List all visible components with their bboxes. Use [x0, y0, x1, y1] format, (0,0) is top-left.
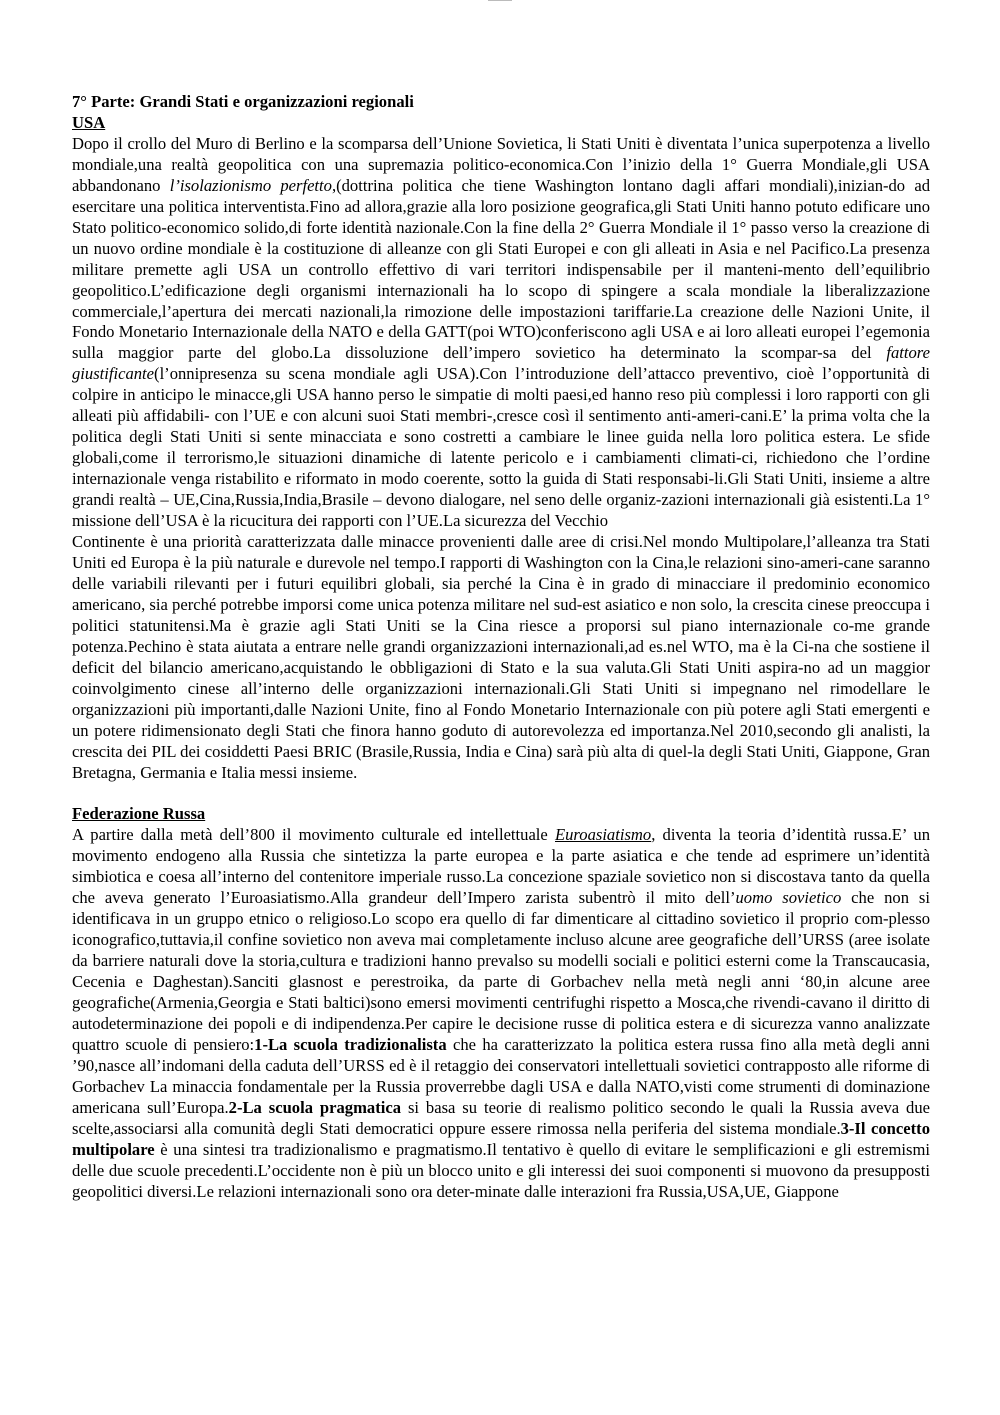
text-run: (l’onnipresenza su scena mondiale agli USA).Con l’introduzione dell’attacco preventivo, cioè l’opportunità di colpire in anticipo le minacce,gli USA hanno perso le simpatie di molti paesi,ed hanno reso più complessi i loro rapporti con gli alleati più affidabili- con l’UE e con alcuni suoi Stati membri-,cresce così il sentimento anti-ameri-cani.E’ la prima volta che la politica degli Stati Uniti si sente minacciata e sono costretti a cambiare le linee guida nella loro politica estera. Le sfide globali,come il terrorismo,le situazioni dinamiche di latente pericolo e i cambiamenti climati-ci, richiedono che l’ordine internazionale venga ristabilito e riformato in modo coerente, sotto la guida di Stati responsabi-li.Gli Stati Uniti, insieme a altre grandi realtà – UE,Cina,Russia,India,Brasile – devono dialogare, nel seno delle organiz-zazioni internazionali già esistenti.La 1° missione dell’USA è la ricucitura dei rapporti con l’UE.La sicurezza del Vecchio — [72, 364, 930, 531]
text-run: si basa su teorie di realismo politico secondo le quali la Russia aveva due scelte,associarsi alla comunità degli Stati democratici oppure essere rimossa nella periferia del sistema mondiale. — [72, 1097, 930, 1138]
emphasis-isolazionismo: l’isolazionismo perfetto — [169, 175, 332, 195]
section-heading-russia: Federazione Russa — [72, 804, 206, 824]
text-run: Dopo il crollo del Muro di Berlino e la scomparsa dell’Unione Sovietica, li Stati Uniti è diventata l’unica superpotenza a livello mondiale,una realtà geopolitica con una supremazia politico-economica.Con l’inizio della 1° Guerra Mondiale,gli USA abbandonano — [72, 133, 930, 195]
page-header-mark — [488, 0, 512, 4]
emphasis-uomo-sovietico: uomo sovietico — [735, 888, 842, 908]
text-run: ,(dottrina politica che tiene Washington lontano dagli affari mondiali),inizian-do ad esercitare una politica interventista.Fino ad allora,grazie alla loro posizione geografica,gli Stati Uniti hanno potuto edificare uno Stato politico-economico solido,di forte identità nazionale.Con la fine della 2° Guerra Mondiale il 1° passo verso la creazione di un nuovo ordine mondiale è la costituzione di alleanze con gli Stati Europei e con gli alleati in Asia e nel Pacifico.La presenza militare premette agli USA un controllo effettivo di vari territori indispensabile per il manteni-mento dell’equilibrio geopolitico.L’edificazione degli organismi internazionali ha lo scopo di spingere a scala mondiale la liberalizzazione commerciale,l’apertura dei mercati nazionali,la rimozione delle impostazioni tariffarie.La creazione delle Nazioni Unite, il Fondo Monetario Internazionale della NATO e della GATT(poi WTO)conferiscono agli USA e ai loro alleati europei l’egemonia sulla maggior parte del globo.La dissoluzione dell’impero sovietico ha determinato la scompar-sa del — [72, 175, 930, 363]
text-run: , diventa la teoria d’identità russa.E’ un movimento endogeno alla Russia che sintetizza la parte europea e la parte asiatica e che tende ad esprimere un’identità simbiotica e coesa all’interno del contenitore imperiale russo.La concezione spaziale sovietico non si discostava tanto da quella che aveva generato l’Euroasiatismo.Alla grandeur dell’Impero zarista subentrò il mito dell’ — [72, 825, 930, 908]
text-run: che ha caratterizzato la politica estera russa fino alla metà degli anni ’90,nasce all’indomani della caduta dell’URSS ed è il retaggio dei conservatori intellettuali sovietici contrapposto alle riforme di Gorbachev La minaccia fondamentale per la Russia proverrebbe dagli USA e dalla NATO,visti come strumenti di dominazione americana sull’Europa. — [72, 1034, 930, 1117]
bold-scuola-pragmatica: 2-La scuola pragmatica — [228, 1097, 402, 1117]
text-run: è una sintesi tra tradizionalismo e pragmatismo.Il tentativo è quello di evitare le semplificazioni e gli estremismi delle due scuole precedenti.L’occidente non è più un blocco unito e gli interessi dei suoi componenti si muovono da presupposti geopolitici diversi.Le relazioni internazionali sono ora deter-minate dalle interazioni fra Russia,USA,UE, Giappone — [72, 1139, 930, 1201]
usa-paragraph-1 — [72, 134, 930, 532]
text-run: che non si identificava in un gruppo etnico o religioso.Lo scopo era quello di far dimenticare al cittadino sovietico il proprio com-plesso iconografico,tuttavia,il confine sovietico non aveva mai completamente incluso alcune aree geografiche dell’URSS (aree isolate da barriere naturali dove la storia,cultura e tradizioni hanno prevalso su modelli sociali e politici esterni come la Transcaucasia, Cecenia e Daghestan).Sanciti glasnost e perestroika, da parte di Gorbachev nella metà negli anni ‘80,in alcune aree geografiche(Armenia,Georgia e Stati baltici)sono emersi movimenti centrifughi rispetto a Mosca,che rivendi-cavano il diritto di autodeterminazione dei popoli e di indipendenza.Per capire le decisione russe di politica estera e di sicurezza vanno analizzate quattro scuole di pensiero: — [72, 888, 930, 1054]
spacer — [72, 783, 930, 804]
emphasis-fattore-giustificante: fattore giustificante — [72, 343, 930, 384]
emphasis-euroasiatismo: Euroasiatismo — [555, 825, 652, 845]
page-title: 7° Parte: Grandi Stati e organizzazioni regionali — [72, 92, 414, 111]
bold-scuola-tradizionalista: 1-La scuola tradizionalista — [254, 1034, 447, 1054]
bold-concetto-multipolare: 3-Il concetto multipolare — [72, 1118, 930, 1159]
russia-paragraph-1 — [72, 825, 930, 1202]
section-heading-usa: USA — [72, 112, 106, 132]
text-run: A partire dalla metà dell’800 il movimento culturale ed intellettuale — [72, 825, 555, 845]
usa-paragraph-2: Continente è una priorità caratterizzata dalle minacce provenienti dalle aree di crisi.Nel mondo Multipolare,l’alleanza tra Stati Uniti ed Europa è la più naturale e durevole nel tempo.I rapporti di Washington con la Cina,le relazioni sino-ameri-cane saranno delle variabili rilevanti per i futuri equilibri globali, sia perché la Cina è in grado di minacciare il predominio economico americano, sia perché potrebbe imporsi come unica potenza militare nel sud-est asiatico e non solo, la crescita cinese preoccupa i politici statunitensi.Ma è grazie agli Stati Uniti se la Cina riesce a proporsi sul piano internazionale co-me grande potenza.Pechino è stata aiutata a entrare nelle grandi organizzazioni internazionali,ad es.nel WTO, ma è la Ci-na che sostiene il deficit del bilancio americano,acquistando le obbligazioni di Stato e la sua valuta.Gli Stati Uniti aspira-no ad un maggior coinvolgimento cinese all’interno delle organizzazioni internazionali.Gli Stati Uniti si impegnano nel rimodellare le organizzazioni più importanti,dalle Nazioni Unite, fino al Fondo Monetario Internazionale con più potere agli Stati emergenti e un potere ridimensionato degli Stati che finora hanno goduto di autorevolezza ed importanza.Nel 2010,secondo gli analisti, la crescita dei PIL dei cosiddetti Paesi BRIC (Brasile,Russia, India e Cina) sarà più alta di quel-la degli Stati Uniti, Giappone, Gran Bretagna, Germania e Italia messi insieme. — [72, 532, 930, 782]
document-page — [72, 92, 930, 1203]
